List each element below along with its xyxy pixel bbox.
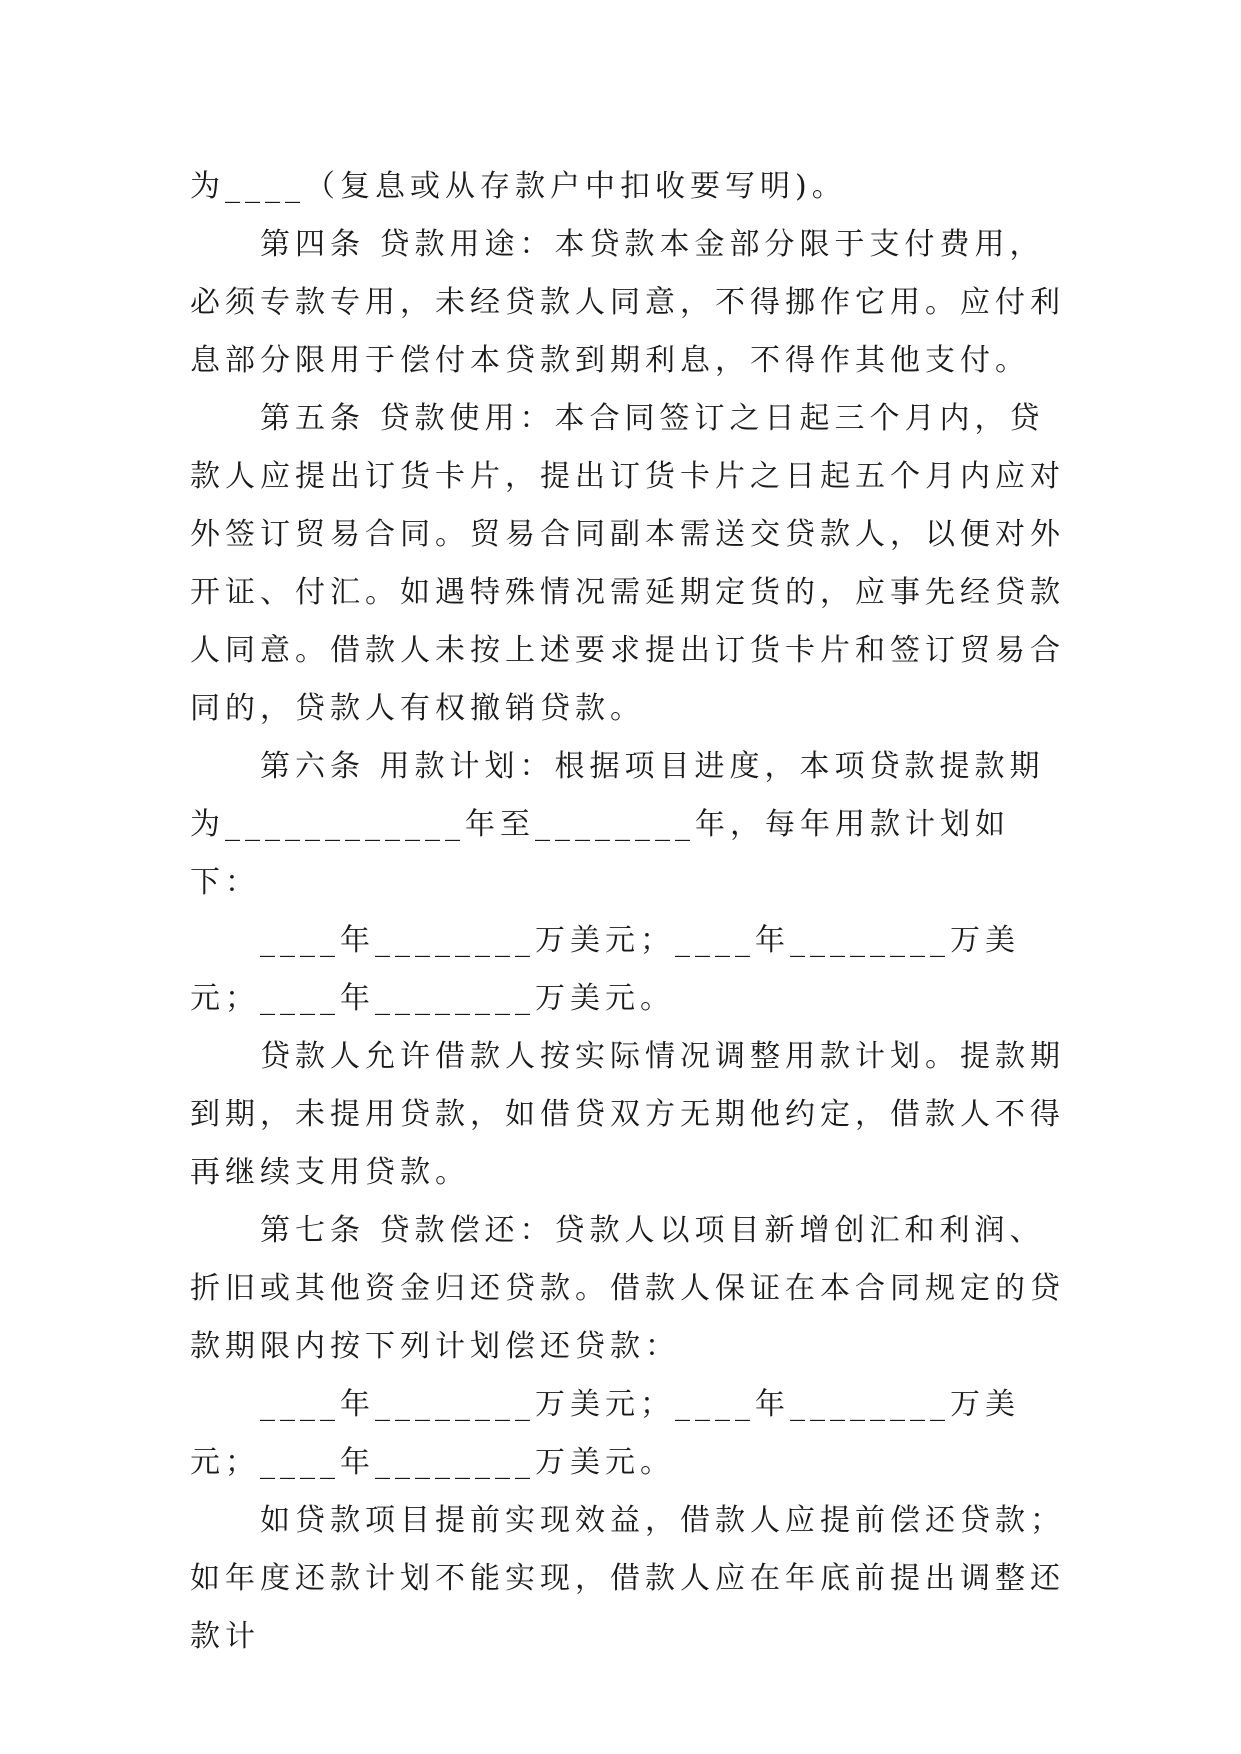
paragraph-continuation: 为____（复息或从存款户中扣收要写明)。	[190, 169, 847, 204]
paragraph-article-5-loan-use: 第五条 贷款使用：本合同签订之日起三个月内，贷款人应提出订货卡片，提出订货卡片之日起五个月内应对外签订贸易合同。贸易合同副本需送交贷款人，以便对外开证、付汇。如遇特殊情况需延期定货的，应事先经贷款人同意。借款人未按上述要求提出订货卡片和签订贸易合同的，贷款人有权撤销贷款。	[190, 401, 1065, 726]
paragraph-early-repayment: 如贷款项目提前实现效益，借款人应提前偿还贷款；如年度还款计划不能实现，借款人应在年底前提出调整还款计	[190, 1503, 1065, 1654]
document-body	[190, 158, 1070, 1666]
paragraph-drawdown-adjustment: 贷款人允许借款人按实际情况调整用款计划。提款期到期，未提用贷款，如借贷双方无期他约定，借款人不得再继续支用贷款。	[190, 1039, 1065, 1190]
paragraph-repayment-schedule: ____年________万美元；____年________万美元；____年________万美元。	[190, 1387, 1020, 1480]
paragraph-article-4-loan-purpose: 第四条 贷款用途：本贷款本金部分限于支付费用，必须专款专用，未经贷款人同意，不得挪作它用。应付利息部分限用于偿付本贷款到期利息，不得作其他支付。	[190, 227, 1065, 378]
paragraph-article-7-repayment: 第七条 贷款偿还：贷款人以项目新增创汇和利润、折旧或其他资金归还贷款。借款人保证在本合同规定的贷款期限内按下列计划偿还贷款：	[190, 1213, 1065, 1364]
paragraph-article-6-drawdown-plan: 第六条 用款计划：根据项目进度，本项贷款提款期为____________年至________年，每年用款计划如下：	[190, 749, 1045, 900]
paragraph-drawdown-schedule: ____年________万美元；____年________万美元；____年________万美元。	[190, 923, 1020, 1016]
